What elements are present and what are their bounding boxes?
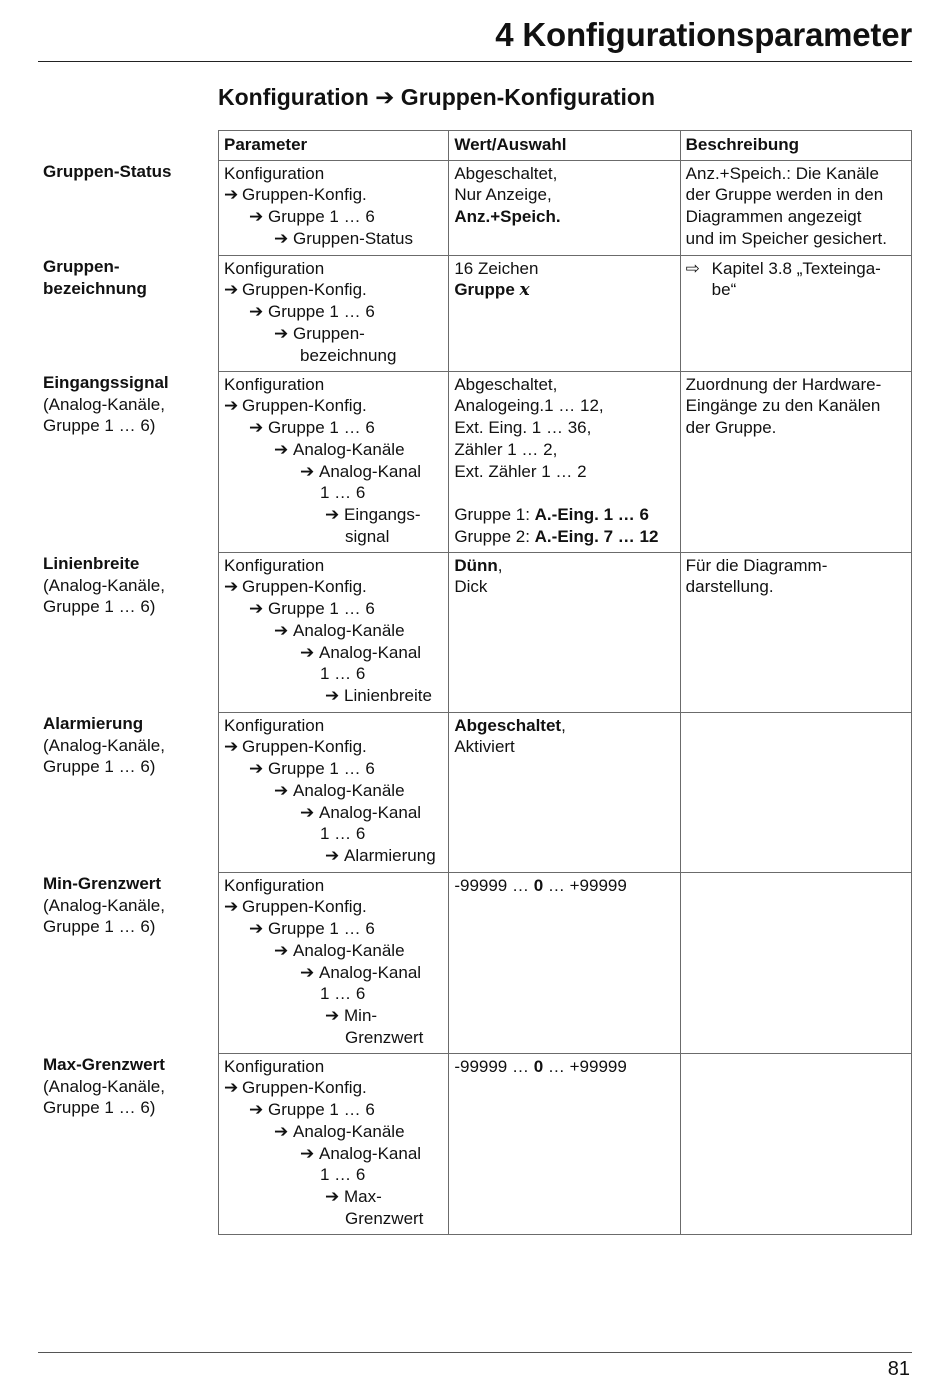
row-label-sub: Gruppe 1 … 6): [43, 917, 156, 937]
description-line: Anz.+Speich.: Die Kanäle: [685, 163, 879, 183]
column-header-value: Wert/Auswahl: [449, 131, 680, 161]
path-step: ➔ Gruppe 1 … 6: [249, 1100, 375, 1120]
path-step: 1 … 6: [320, 664, 366, 684]
path-step: Konfiguration: [224, 374, 325, 394]
chapter-title: 4 Konfigurationsparameter: [495, 16, 912, 53]
value-cell: [449, 160, 680, 255]
column-header-description: Beschreibung: [680, 131, 911, 161]
value-option: Analogeing.1 … 12,: [454, 396, 604, 416]
path-step: ➔ Gruppe 1 … 6: [249, 919, 375, 939]
path-step: ➔ Analog-Kanal: [300, 1143, 422, 1163]
value-option: Abgeschaltet,: [454, 374, 558, 394]
spacer: [454, 482, 674, 504]
parameter-table: [218, 130, 912, 1235]
arrow-right-icon: ➔: [249, 302, 264, 322]
value-option: 16 Zeichen: [454, 258, 539, 278]
arrow-right-icon: ➔: [249, 919, 264, 939]
variable-x: x: [519, 280, 530, 301]
column-header-parameter: Parameter: [219, 131, 449, 161]
group-default: Gruppe 1: A.-Eing. 1 … 6: [454, 504, 649, 524]
table-row: [219, 160, 912, 255]
value-option: Ext. Zähler 1 … 2: [454, 461, 587, 481]
description-cell: [680, 1053, 911, 1234]
path-step: ➔ Analog-Kanäle: [274, 1121, 405, 1141]
path-step: ➔ Gruppe 1 … 6: [249, 599, 375, 619]
path-step: Konfiguration: [224, 163, 325, 183]
arrow-right-icon: ➔: [300, 642, 315, 662]
description-line: Diagrammen angezeigt: [685, 207, 862, 227]
row-label-gruppenbezeichnung: [43, 256, 213, 299]
row-label-gruppen-status: [43, 161, 213, 183]
value-option: Zähler 1 … 2,: [454, 439, 558, 459]
arrow-right-icon: ➔: [249, 418, 264, 438]
reference-arrow-icon: ⇨: [685, 258, 700, 278]
path-step: ➔ Analog-Kanäle: [274, 780, 405, 800]
arrow-right-icon: ➔: [325, 845, 340, 865]
path-step: ➔ Analog-Kanäle: [274, 439, 405, 459]
description-line: Eingänge zu den Kanälen: [685, 396, 881, 416]
arrow-right-icon: ➔: [325, 504, 340, 524]
row-label-sub: (Analog-Kanäle,: [43, 575, 165, 595]
path-step: ➔ Gruppen-Konfig.: [224, 280, 367, 300]
arrow-right-icon: ➔: [224, 185, 239, 205]
parameter-path: [219, 712, 449, 872]
path-step: Grenzwert: [345, 1027, 424, 1047]
arrow-right-icon: ➔: [224, 897, 239, 917]
arrow-right-icon: ➔: [224, 577, 239, 597]
row-label-name: Gruppen-Status: [43, 162, 172, 181]
row-label-eingangssignal: [43, 372, 213, 437]
parameter-path: [219, 255, 449, 371]
table-row: [219, 255, 912, 371]
description-cell: [680, 872, 911, 1053]
arrow-right-icon: ➔: [300, 802, 315, 822]
path-step: Grenzwert: [345, 1208, 424, 1228]
arrow-right-icon: ➔: [249, 759, 264, 779]
arrow-right-icon: ➔: [224, 396, 239, 416]
path-step: bezeichnung: [300, 345, 397, 365]
footer-divider: [38, 1352, 912, 1353]
path-step: Konfiguration: [224, 555, 325, 575]
description-cell: [680, 255, 911, 371]
value-option-default: Dünn,: [454, 555, 503, 575]
description-line: Zuordnung der Hardware-: [685, 374, 882, 394]
row-label-name: Alarmierung: [43, 714, 144, 733]
path-step: ➔ Analog-Kanal: [300, 962, 422, 982]
table-header-row: [219, 131, 912, 161]
arrow-right-icon: ➔: [224, 1078, 239, 1098]
path-step: Konfiguration: [224, 875, 325, 895]
value-option: Nur Anzeige,: [454, 185, 552, 205]
description-cell: [680, 371, 911, 552]
path-step: ➔ Analog-Kanal: [300, 802, 422, 822]
table-row: [219, 712, 912, 872]
path-step: ➔ Gruppen-: [274, 323, 365, 343]
row-label-sub: Gruppe 1 … 6): [43, 597, 156, 617]
path-step: ➔ Alarmierung: [325, 845, 436, 865]
arrow-right-icon: ➔: [274, 323, 289, 343]
row-label-sub: Gruppe 1 … 6): [43, 416, 156, 436]
path-step: ➔ Gruppen-Konfig.: [224, 396, 367, 416]
path-step: ➔ Gruppen-Konfig.: [224, 897, 367, 917]
row-label-name: Gruppen-: [43, 257, 120, 276]
path-step: 1 … 6: [320, 824, 366, 844]
description-line: darstellung.: [685, 577, 774, 597]
row-label-name: bezeichnung: [43, 278, 147, 298]
arrow-right-icon: ➔: [300, 962, 315, 982]
description-cell: [680, 552, 911, 712]
table-row: [219, 1053, 912, 1234]
value-cell: [449, 712, 680, 872]
path-step: ➔ Linienbreite: [325, 685, 432, 705]
path-step: ➔ Gruppen-Status: [274, 228, 414, 248]
path-step: ➔ Min-: [325, 1005, 378, 1025]
path-step: ➔ Gruppe 1 … 6: [249, 302, 375, 322]
arrow-right-icon: ➔: [300, 1143, 315, 1163]
value-cell: [449, 371, 680, 552]
row-label-min-grenzwert: [43, 873, 213, 938]
description-line: der Gruppe werden in den: [685, 185, 884, 205]
description-line: Für die Diagramm-: [685, 555, 828, 575]
table-row: [219, 371, 912, 552]
row-label-alarmierung: [43, 713, 213, 778]
row-label-linienbreite: [43, 553, 213, 618]
description-cell: [680, 712, 911, 872]
path-step: ➔ Gruppen-Konfig.: [224, 1078, 367, 1098]
value-option: Abgeschaltet,: [454, 163, 558, 183]
row-label-name: Eingangssignal: [43, 373, 169, 392]
group-default: Gruppe 2: A.-Eing. 7 … 12: [454, 526, 659, 546]
parameter-path: [219, 371, 449, 552]
value-range: -99999 … 0 … +99999: [454, 1056, 627, 1076]
row-label-name: Linienbreite: [43, 554, 140, 573]
description-line: der Gruppe.: [685, 418, 777, 438]
path-step: ➔ Gruppe 1 … 6: [249, 418, 375, 438]
header-divider: [38, 61, 912, 62]
arrow-right-icon: ➔: [274, 780, 289, 800]
section-title: Konfiguration ➔ Gruppen-Konfiguration: [218, 84, 656, 110]
arrow-right-icon: ➔: [325, 685, 340, 705]
row-label-max-grenzwert: [43, 1054, 213, 1119]
arrow-right-icon: ➔: [249, 207, 264, 227]
row-label-sub: (Analog-Kanäle,: [43, 1076, 165, 1096]
row-label-sub: (Analog-Kanäle,: [43, 735, 165, 755]
value-option: Aktiviert: [454, 737, 515, 757]
path-step: 1 … 6: [320, 984, 366, 1004]
value-option: Dick: [454, 577, 488, 597]
table-row: [219, 872, 912, 1053]
description-line: und im Speicher gesichert.: [685, 228, 887, 248]
value-option-default: Abgeschaltet,: [454, 715, 566, 735]
arrow-right-icon: ➔: [224, 280, 239, 300]
value-option-default: Anz.+Speich.: [454, 207, 561, 227]
path-step: ➔ Analog-Kanäle: [274, 940, 405, 960]
arrow-right-icon: ➔: [325, 1005, 340, 1025]
path-step: ➔ Gruppen-Konfig.: [224, 185, 367, 205]
description-line: be“: [711, 280, 737, 300]
value-cell: [449, 255, 680, 371]
row-label-sub: (Analog-Kanäle,: [43, 895, 165, 915]
row-label-sub: Gruppe 1 … 6): [43, 1098, 156, 1118]
arrow-right-icon: ➔: [249, 1100, 264, 1120]
path-step: ➔ Analog-Kanäle: [274, 620, 405, 640]
row-label-name: Max-Grenzwert: [43, 1055, 165, 1074]
path-step: Konfiguration: [224, 1056, 325, 1076]
path-step: Konfiguration: [224, 715, 325, 735]
arrow-right-icon: ➔: [274, 228, 289, 248]
path-step: ➔ Analog-Kanal: [300, 461, 422, 481]
table-row: [219, 552, 912, 712]
parameter-path: [219, 552, 449, 712]
value-cell: [449, 872, 680, 1053]
description-line: ⇨ Kapitel 3.8 „Texteinga-: [685, 258, 881, 278]
value-cell: [449, 1053, 680, 1234]
parameter-path: [219, 1053, 449, 1234]
page-number: 81: [887, 1358, 910, 1380]
path-step: ➔ Gruppen-Konfig.: [224, 577, 367, 597]
arrow-right-icon: ➔: [249, 599, 264, 619]
value-range: -99999 … 0 … +99999: [454, 875, 627, 895]
path-step: ➔ Analog-Kanal: [300, 642, 422, 662]
value-cell: [449, 552, 680, 712]
arrow-right-icon: ➔: [274, 439, 289, 459]
path-step: ➔ Eingangs-: [325, 504, 421, 524]
description-cell: [680, 160, 911, 255]
value-option-default: Gruppe x: [454, 280, 530, 301]
path-step: ➔ Gruppe 1 … 6: [249, 207, 375, 227]
row-label-sub: Gruppe 1 … 6): [43, 757, 156, 777]
path-step: Konfiguration: [224, 258, 325, 278]
arrow-right-icon: ➔: [300, 461, 315, 481]
arrow-right-icon: ➔: [274, 1121, 289, 1141]
parameter-path: [219, 872, 449, 1053]
path-step: ➔ Gruppe 1 … 6: [249, 759, 375, 779]
row-label-sub: (Analog-Kanäle,: [43, 394, 165, 414]
path-step: ➔ Max-: [325, 1186, 382, 1206]
path-step: ➔ Gruppen-Konfig.: [224, 737, 367, 757]
path-step: 1 … 6: [320, 483, 366, 503]
path-step: signal: [345, 526, 390, 546]
row-label-name: Min-Grenzwert: [43, 874, 162, 893]
path-step: 1 … 6: [320, 1165, 366, 1185]
arrow-right-icon: ➔: [274, 620, 289, 640]
value-option: Ext. Eing. 1 … 36,: [454, 418, 592, 438]
arrow-right-icon: ➔: [274, 940, 289, 960]
parameter-path: [219, 160, 449, 255]
arrow-right-icon: ➔: [224, 737, 239, 757]
arrow-right-icon: ➔: [325, 1186, 340, 1206]
